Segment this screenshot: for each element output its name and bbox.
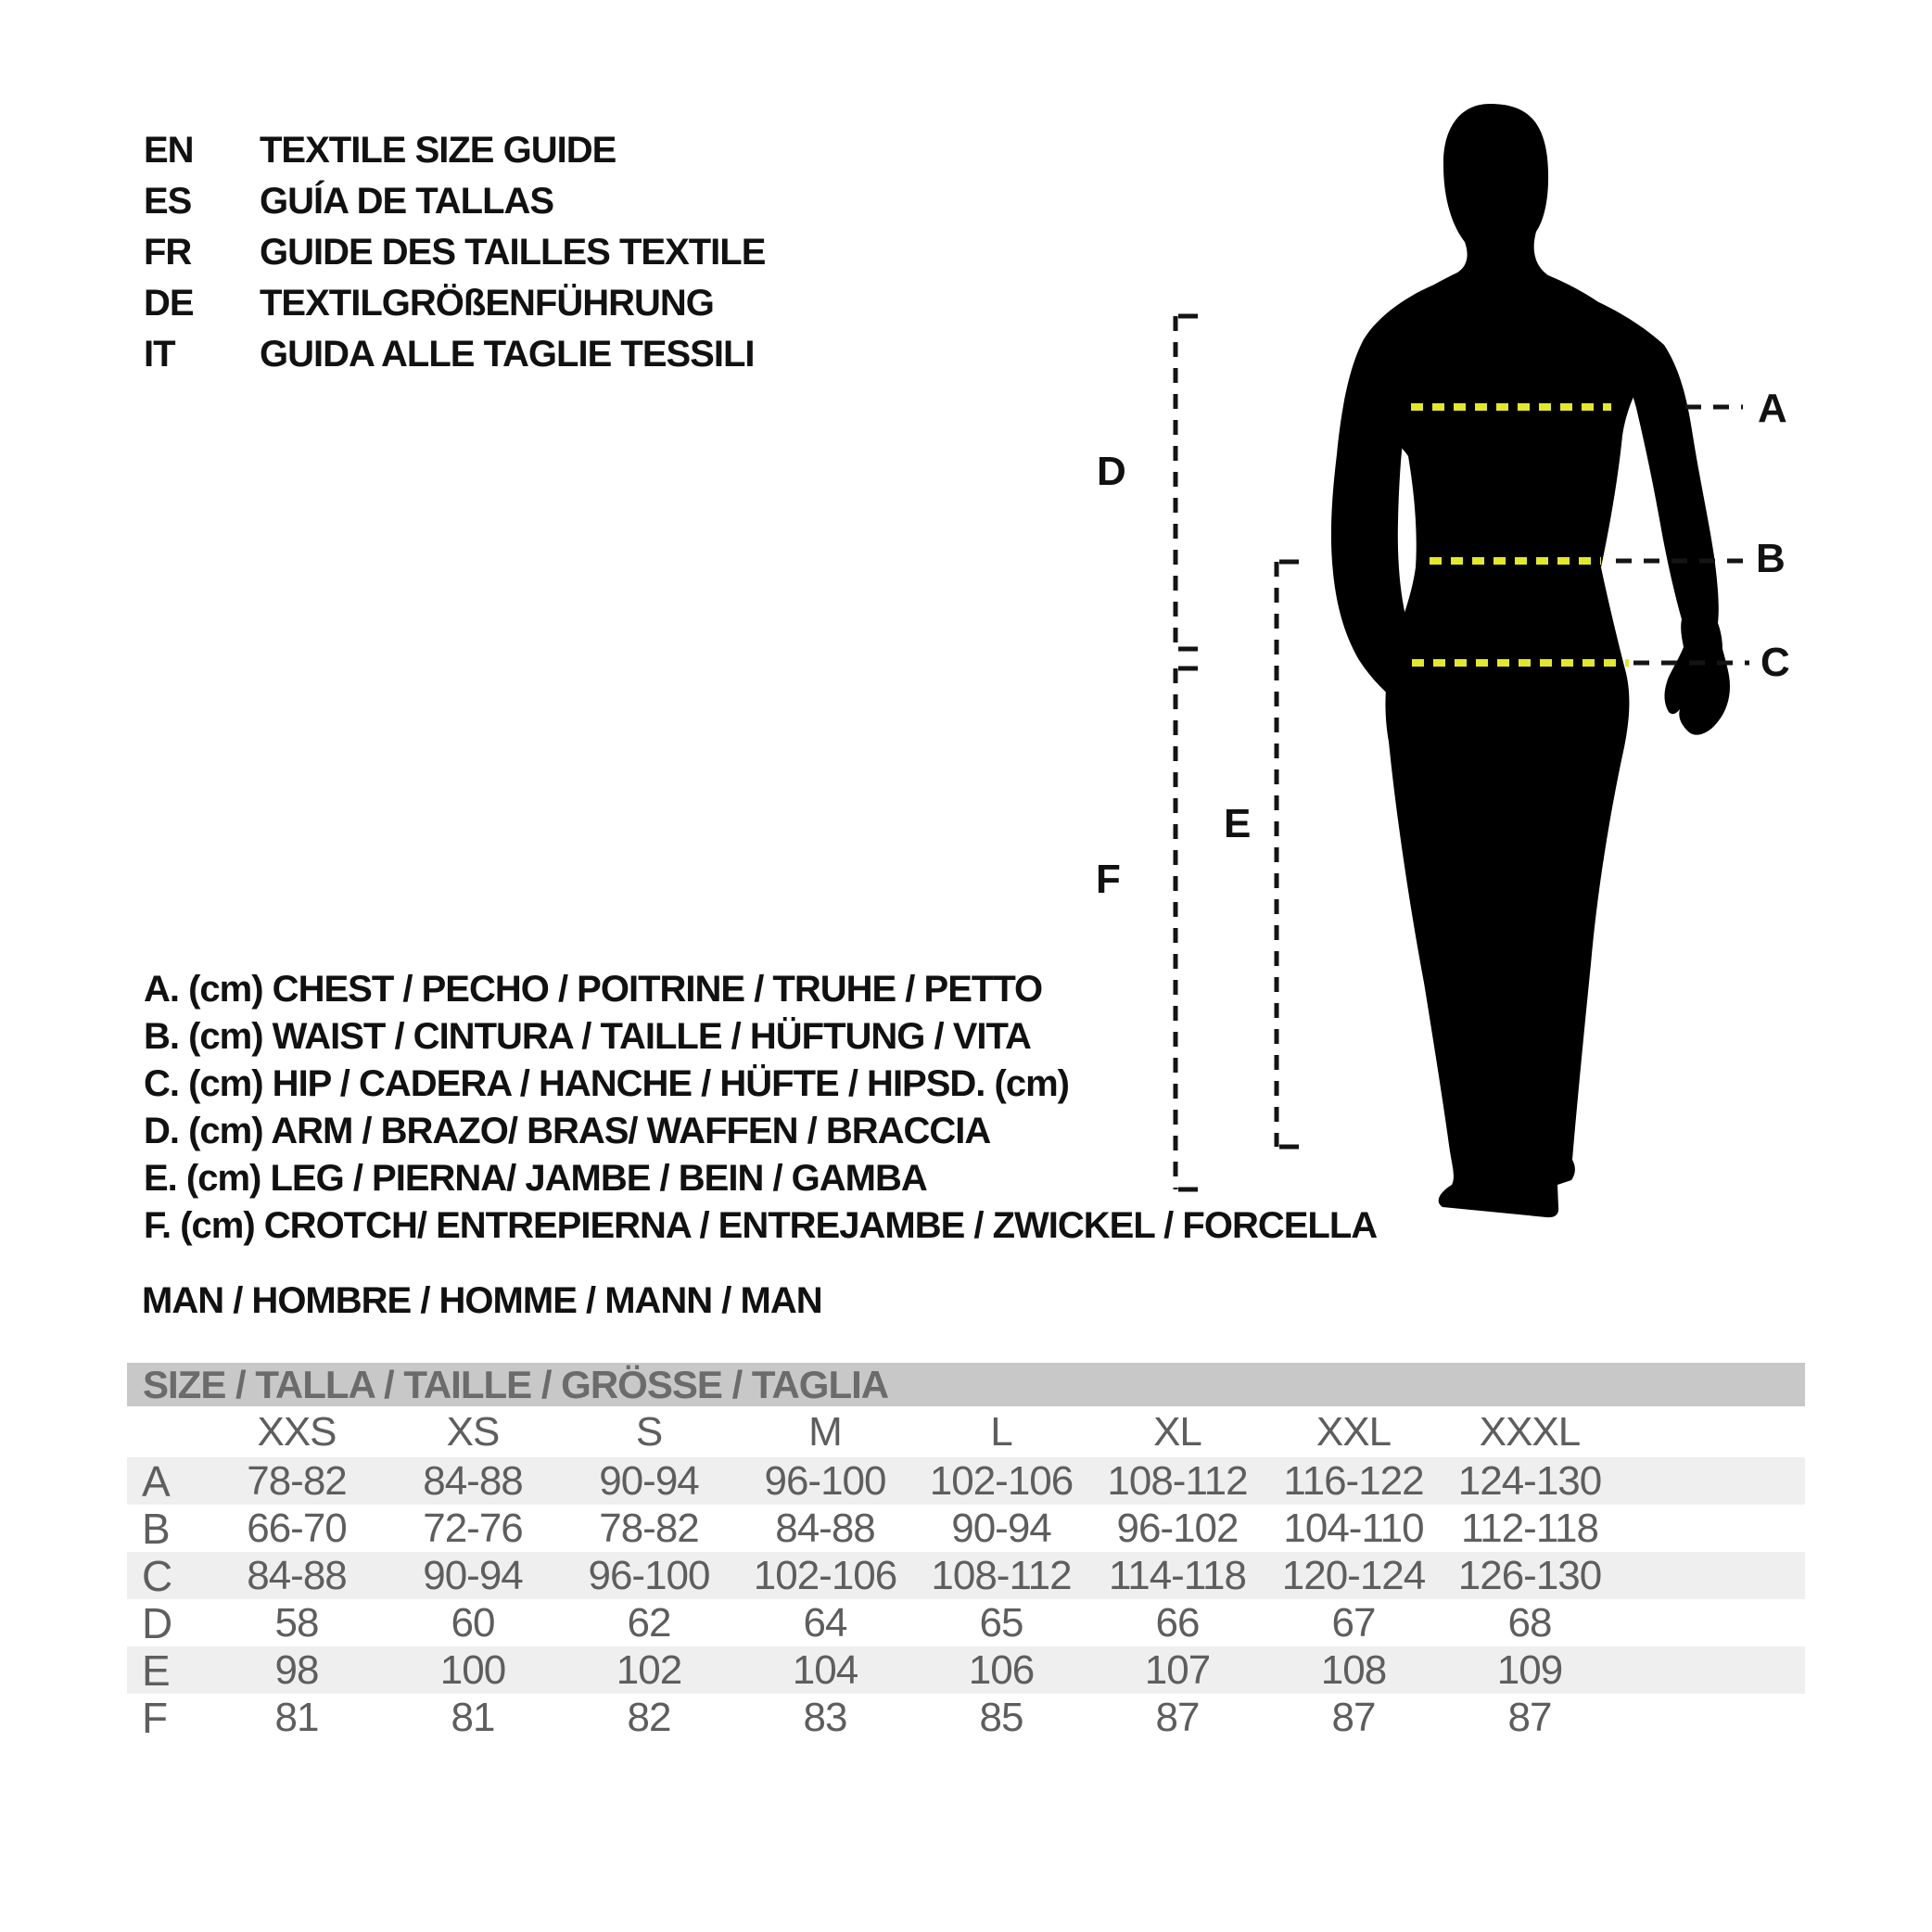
size-col-xxl: XXL bbox=[1316, 1408, 1392, 1455]
callout-waist-b: B bbox=[1756, 536, 1785, 581]
size-table bbox=[127, 1363, 1805, 1741]
legend-chest: A. (cm) CHEST / PECHO / POITRINE / TRUHE / PETTO bbox=[144, 969, 1043, 1010]
legend-leg: E. (cm) LEG / PIERNA/ JAMBE / BEIN / GAMBA bbox=[144, 1158, 927, 1199]
legend-waist: B. (cm) WAIST / CINTURA / TAILLE / HÜFTUNG / VITA bbox=[144, 1016, 1031, 1057]
lang-code-fr: FR bbox=[144, 232, 192, 273]
cell-e-xl: 107 bbox=[1144, 1646, 1211, 1693]
size-col-xxxl: XXXL bbox=[1479, 1408, 1581, 1455]
size-col-l: L bbox=[990, 1408, 1012, 1455]
cell-d-xl: 66 bbox=[1155, 1599, 1200, 1646]
cell-c-xxs: 84-88 bbox=[247, 1552, 347, 1598]
lang-title-fr: GUIDE DES TAILLES TEXTILE bbox=[260, 232, 766, 273]
row-label-e: E bbox=[142, 1646, 170, 1695]
legend-arm: D. (cm) ARM / BRAZO/ BRAS/ WAFFEN / BRACCIA bbox=[144, 1111, 991, 1151]
legend-hip: C. (cm) HIP / CADERA / HANCHE / HÜFTE / HIPSD. (cm) bbox=[144, 1063, 1069, 1104]
cell-d-xxs: 58 bbox=[274, 1599, 319, 1646]
cell-c-xs: 90-94 bbox=[423, 1552, 523, 1598]
cell-a-xxl: 116-122 bbox=[1283, 1457, 1424, 1504]
cell-a-s: 90-94 bbox=[599, 1457, 699, 1504]
size-table-header: SIZE / TALLA / TAILLE / GRÖSSE / TAGLIA bbox=[127, 1363, 1805, 1406]
row-label-d: D bbox=[142, 1598, 172, 1647]
cell-e-xxs: 98 bbox=[274, 1646, 319, 1693]
category-line: MAN / HOMBRE / HOMME / MANN / MAN bbox=[142, 1280, 822, 1321]
table-row-d bbox=[127, 1599, 1805, 1646]
lang-code-es: ES bbox=[144, 181, 192, 222]
cell-f-xl: 87 bbox=[1155, 1694, 1200, 1740]
cell-a-xxs: 78-82 bbox=[247, 1457, 347, 1504]
lang-title-es: GUÍA DE TALLAS bbox=[260, 181, 554, 222]
cell-b-s: 78-82 bbox=[599, 1505, 699, 1551]
lang-code-de: DE bbox=[144, 283, 194, 324]
cell-b-xl: 96-102 bbox=[1116, 1505, 1239, 1551]
row-label-c: C bbox=[142, 1551, 172, 1600]
row-label-b: B bbox=[142, 1504, 170, 1553]
size-col-xs: XS bbox=[446, 1408, 500, 1455]
cell-d-l: 65 bbox=[979, 1599, 1023, 1646]
cell-b-xxs: 66-70 bbox=[247, 1505, 347, 1551]
cell-b-xxl: 104-110 bbox=[1283, 1505, 1424, 1551]
cell-c-m: 102-106 bbox=[753, 1552, 897, 1598]
cell-a-m: 96-100 bbox=[764, 1457, 886, 1504]
callout-leg-e: E bbox=[1224, 801, 1251, 846]
cell-f-xxs: 81 bbox=[274, 1694, 319, 1740]
cell-a-xl: 108-112 bbox=[1107, 1457, 1248, 1504]
cell-f-m: 83 bbox=[803, 1694, 847, 1740]
cell-b-xxxl: 112-118 bbox=[1461, 1505, 1598, 1551]
cell-f-xxl: 87 bbox=[1331, 1694, 1376, 1740]
cell-d-xxxl: 68 bbox=[1507, 1599, 1552, 1646]
cell-d-m: 64 bbox=[803, 1599, 847, 1646]
cell-b-m: 84-88 bbox=[775, 1505, 875, 1551]
lang-code-it: IT bbox=[144, 334, 175, 375]
cell-a-xxxl: 124-130 bbox=[1457, 1457, 1602, 1504]
row-label-f: F bbox=[142, 1693, 168, 1742]
row-label-a: A bbox=[142, 1456, 170, 1506]
cell-f-l: 85 bbox=[979, 1694, 1023, 1740]
callout-arm-d: D bbox=[1097, 449, 1125, 494]
cell-c-xxl: 120-124 bbox=[1281, 1552, 1426, 1598]
lang-title-it: GUIDA ALLE TAGLIE TESSILI bbox=[260, 334, 755, 375]
callout-crotch-f: F bbox=[1096, 857, 1120, 902]
cell-d-xs: 60 bbox=[451, 1599, 495, 1646]
cell-f-s: 82 bbox=[627, 1694, 671, 1740]
cell-a-l: 102-106 bbox=[929, 1457, 1074, 1504]
cell-b-l: 90-94 bbox=[951, 1505, 1051, 1551]
cell-c-xxxl: 126-130 bbox=[1457, 1552, 1602, 1598]
table-row-a bbox=[127, 1457, 1805, 1505]
cell-e-xs: 100 bbox=[439, 1646, 506, 1693]
table-row-e bbox=[127, 1646, 1805, 1694]
table-row-b bbox=[127, 1505, 1805, 1552]
cell-e-s: 102 bbox=[616, 1646, 682, 1693]
cell-d-xxl: 67 bbox=[1331, 1599, 1376, 1646]
size-header-row bbox=[127, 1406, 1805, 1457]
cell-f-xs: 81 bbox=[451, 1694, 495, 1740]
cell-e-xxl: 108 bbox=[1320, 1646, 1387, 1693]
cell-a-xs: 84-88 bbox=[423, 1457, 523, 1504]
cell-c-xl: 114-118 bbox=[1109, 1552, 1246, 1598]
size-col-xl: XL bbox=[1153, 1408, 1201, 1455]
callout-hip-c: C bbox=[1760, 640, 1789, 685]
cell-e-m: 104 bbox=[792, 1646, 858, 1693]
callout-chest-a: A bbox=[1758, 386, 1786, 431]
size-col-m: M bbox=[808, 1408, 842, 1455]
cell-c-l: 108-112 bbox=[931, 1552, 1072, 1598]
legend-crotch: F. (cm) CROTCH/ ENTREPIERNA / ENTREJAMBE / ZWICKEL / FORCELLA bbox=[144, 1205, 1378, 1246]
lang-code-en: EN bbox=[144, 130, 194, 171]
cell-f-xxxl: 87 bbox=[1507, 1694, 1552, 1740]
size-col-xxs: XXS bbox=[257, 1408, 337, 1455]
measurement-legend bbox=[144, 966, 1377, 1250]
size-col-s: S bbox=[635, 1408, 663, 1455]
lang-title-de: TEXTILGRÖßENFÜHRUNG bbox=[260, 283, 714, 324]
lang-title-en: TEXTILE SIZE GUIDE bbox=[260, 130, 616, 171]
table-row-f bbox=[127, 1694, 1805, 1741]
cell-e-l: 106 bbox=[968, 1646, 1035, 1693]
cell-b-xs: 72-76 bbox=[423, 1505, 523, 1551]
cell-c-s: 96-100 bbox=[588, 1552, 710, 1598]
table-row-c bbox=[127, 1552, 1805, 1599]
cell-d-s: 62 bbox=[627, 1599, 671, 1646]
cell-e-xxxl: 109 bbox=[1496, 1646, 1563, 1693]
